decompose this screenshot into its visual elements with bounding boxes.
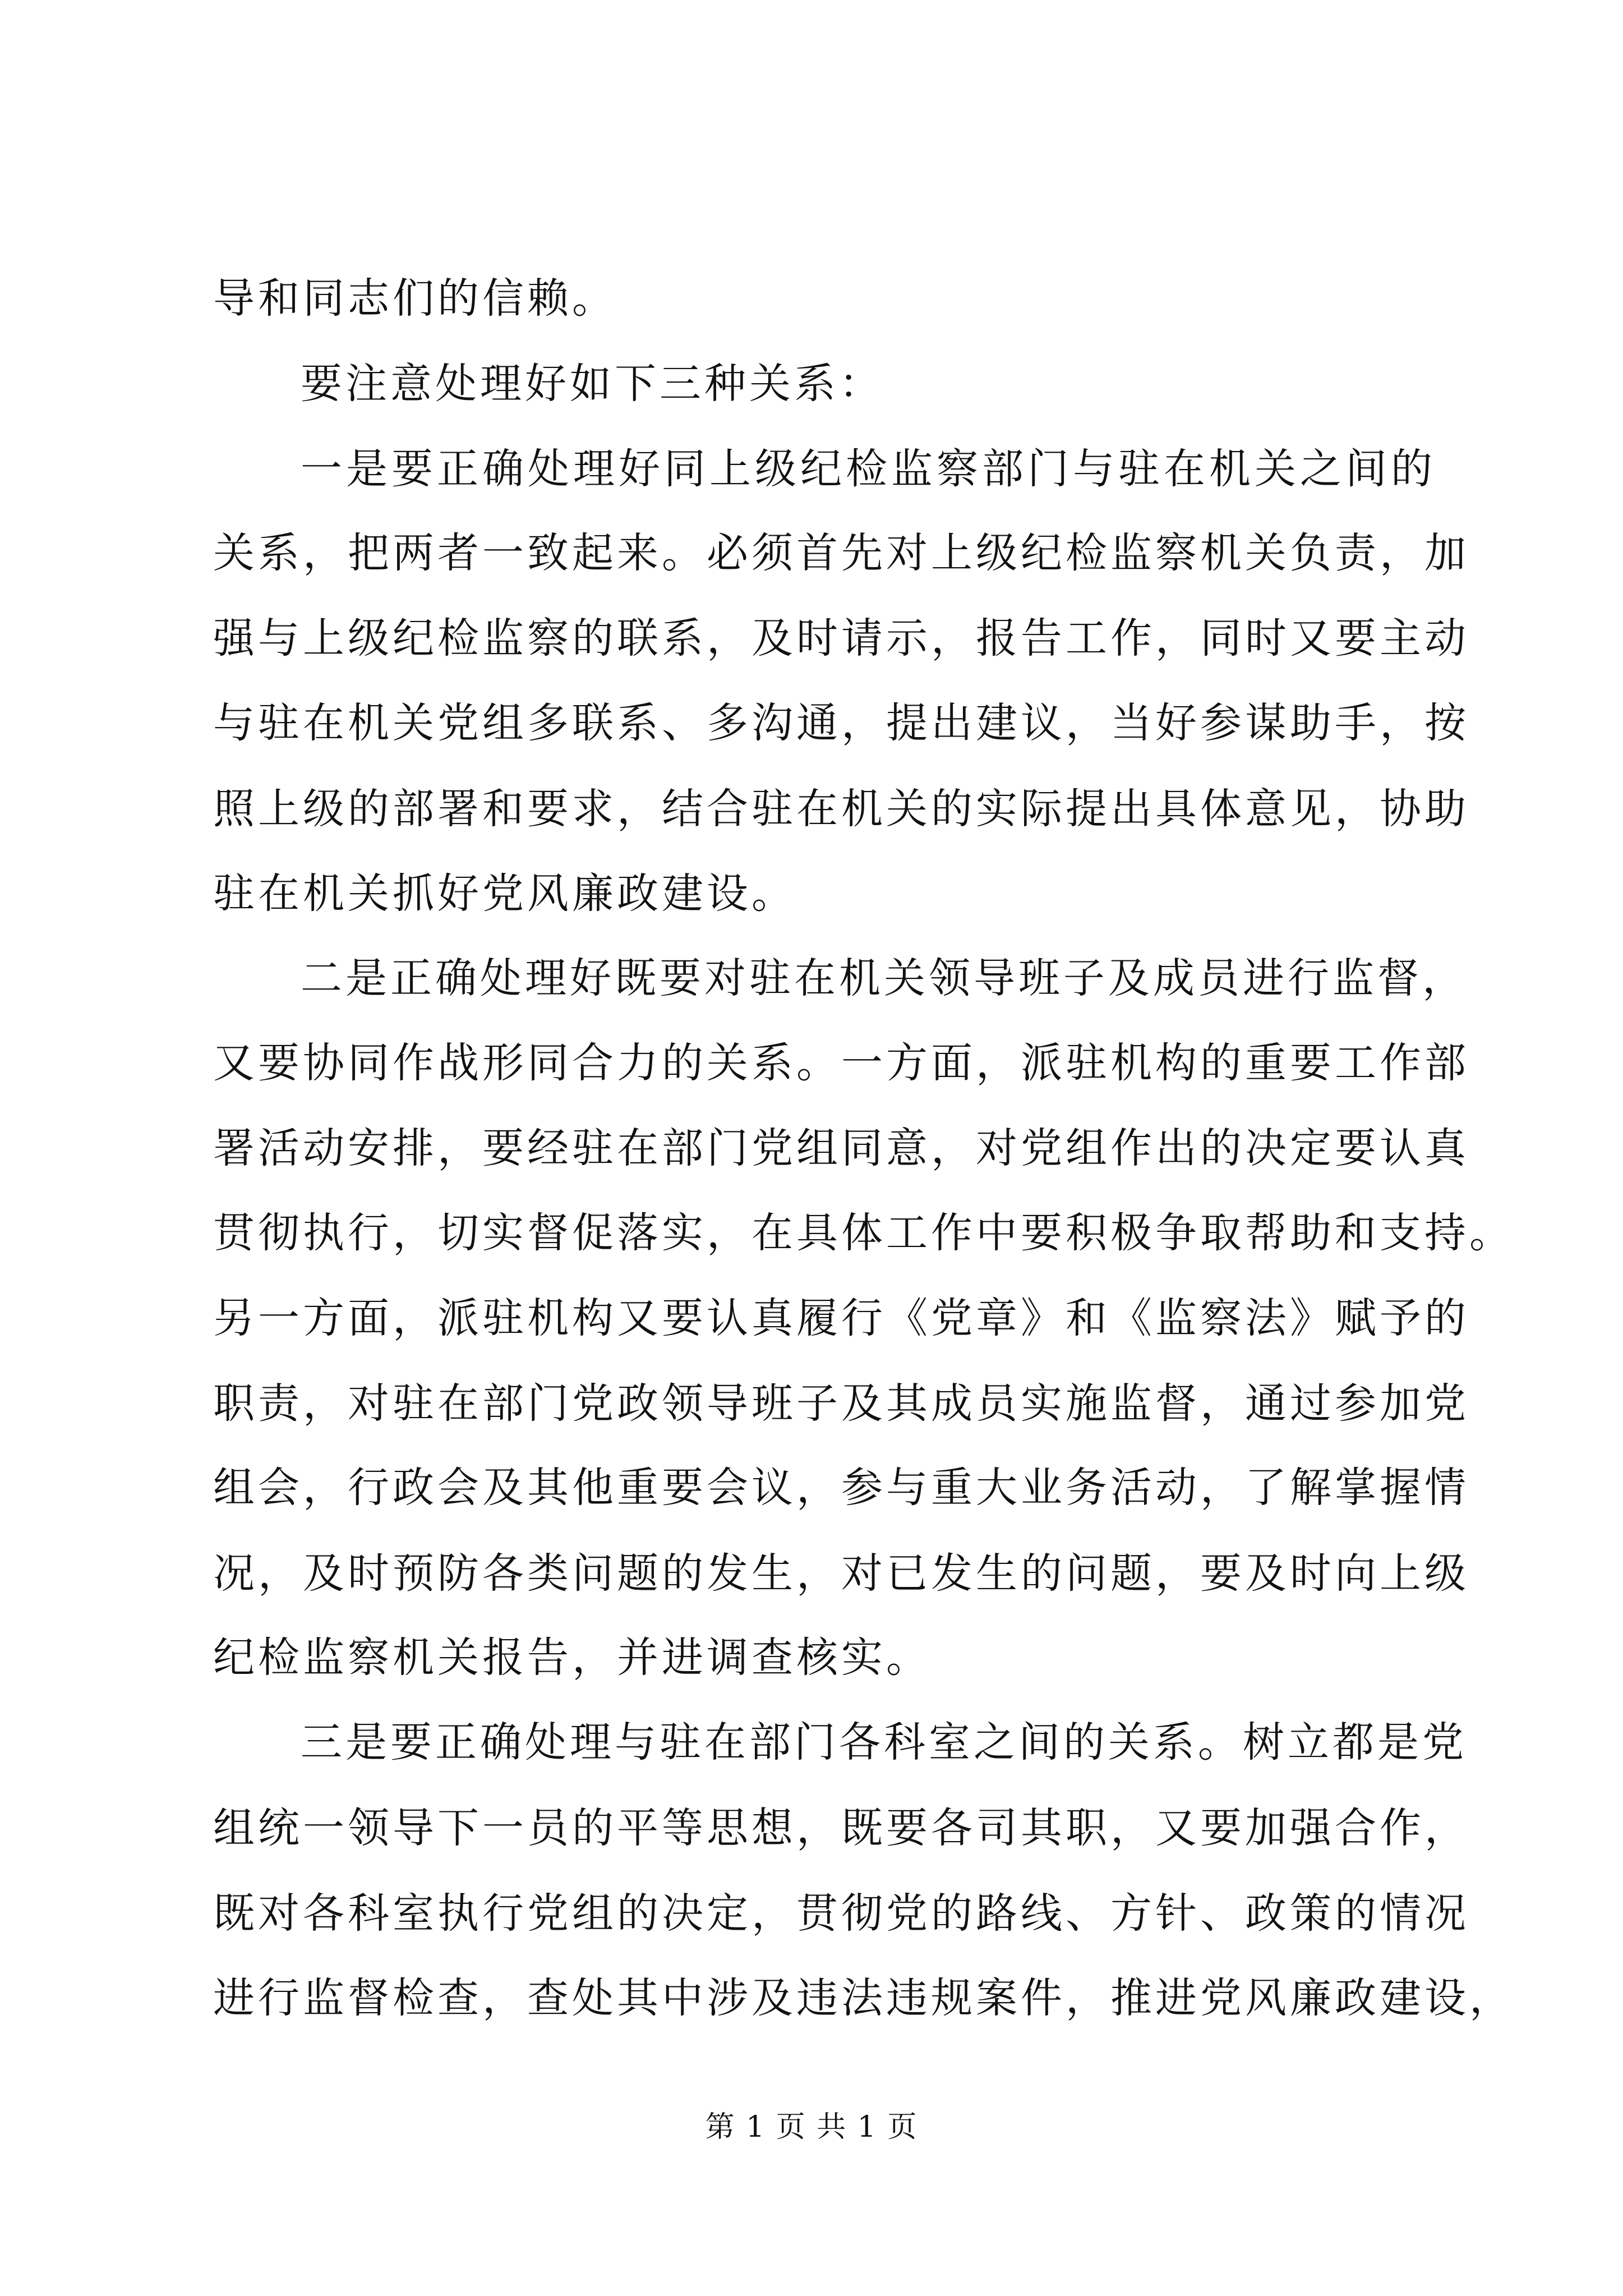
text-line: 强与上级纪检监察的联系，及时请示，报告工作，同时又要主动	[213, 614, 1469, 662]
text-line: 组统一领导下一员的平等思想，既要各司其职，又要加强合作，	[213, 1804, 1469, 1852]
text-line: 另一方面，派驻机构又要认真履行《党章》和《监察法》赋予的	[213, 1294, 1469, 1342]
text-line: 组会，行政会及其他重要会议，参与重大业务活动，了解掌握情	[213, 1464, 1469, 1512]
page-footer: 第 1 页 共 1 页	[705, 2110, 918, 2144]
text-line: 职责，对驻在部门党政领导班子及其成员实施监督，通过参加党	[213, 1379, 1469, 1428]
text-line: 进行监督检查，查处其中涉及违法违规案件，推进党风廉政建设，	[213, 1974, 1514, 2022]
text-line: 二是正确处理好既要对驻在机关领导班子及成员进行监督，	[301, 954, 1467, 1002]
text-line: 与驻在机关党组多联系、多沟通，提出建议，当好参谋助手，按	[213, 699, 1469, 747]
text-line: 照上级的部署和要求，结合驻在机关的实际提出具体意见，协助	[213, 785, 1469, 833]
text-line: 关系，把两者一致起来。必须首先对上级纪检监察机关负责，加	[213, 529, 1469, 577]
text-line: 贯彻执行，切实督促落实，在具体工作中要积极争取帮助和支持。	[213, 1209, 1514, 1257]
text-line: 又要协同作战形同合力的关系。一方面，派驻机构的重要工作部	[213, 1039, 1469, 1087]
text-line: 三是要正确处理与驻在部门各科室之间的关系。树立都是党	[301, 1718, 1467, 1766]
text-line: 要注意处理好如下三种关系：	[301, 360, 884, 408]
text-line: 况，及时预防各类问题的发生，对已发生的问题，要及时向上级	[213, 1549, 1469, 1598]
text-line: 一是要正确处理好同上级纪检监察部门与驻在机关之间的	[301, 445, 1436, 493]
text-line: 既对各科室执行党组的决定，贯彻党的路线、方针、政策的情况	[213, 1889, 1469, 1938]
text-line: 驻在机关抓好党风廉政建设。	[213, 869, 796, 918]
text-line: 纪检监察机关报告，并进调查核实。	[213, 1634, 931, 1682]
text-line: 导和同志们的信赖。	[213, 274, 617, 323]
text-line: 署活动安排，要经驻在部门党组同意，对党组作出的决定要认真	[213, 1124, 1469, 1172]
